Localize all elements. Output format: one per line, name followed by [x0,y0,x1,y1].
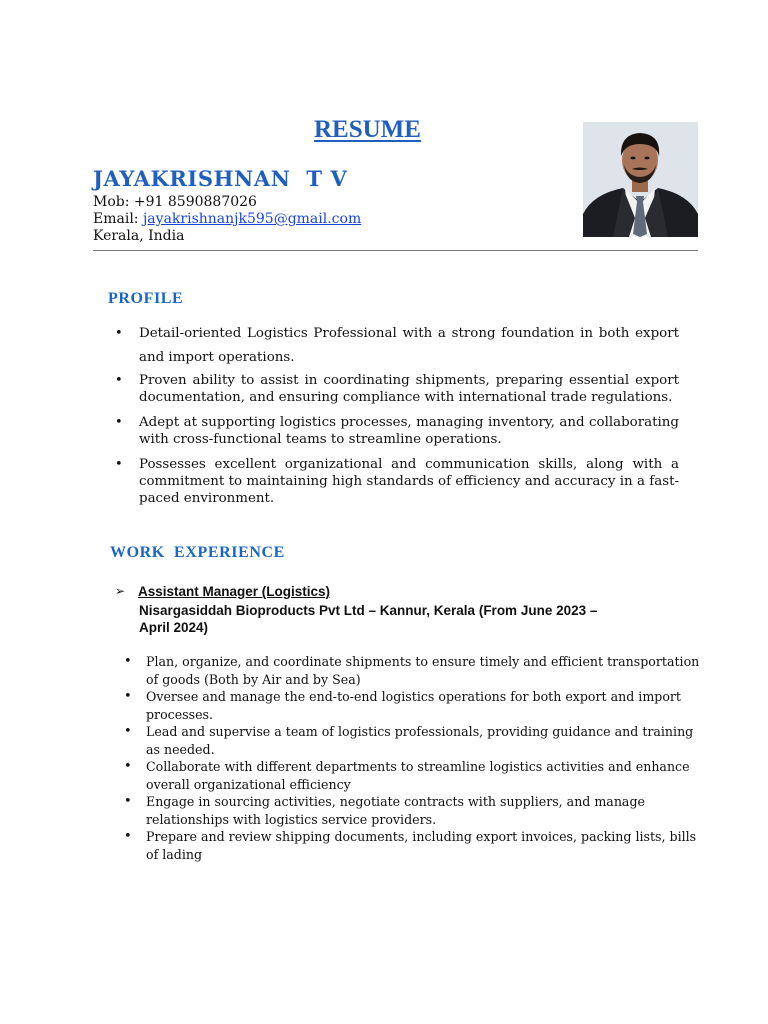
work-experience-heading: WORK EXPERIENCE [110,544,285,561]
responsibility-item: • Oversee and manage the end-to-end logistics operations for both export and import processes. [146,688,706,723]
responsibility-item: • Lead and supervise a team of logistics professionals, providing guidance and training as needed. [146,723,706,758]
email-label: Email: [93,211,143,227]
profile-list [139,326,679,507]
candidate-name: JAYAKRISHNAN T V [93,166,348,191]
company-line: Nisargasiddah Bioproducts Pvt Ltd – Kannur, Kerala (From June 2023 – [139,603,598,618]
profile-heading: PROFILE [108,290,184,307]
responsibility-item: • Plan, organize, and coordinate shipments to ensure timely and efficient transportation of goods (Both by Air and by Sea) [146,653,706,688]
header-divider [93,250,698,251]
responsibility-item: • Prepare and review shipping documents, including export invoices, packing lists, bills of lading [146,828,706,863]
responsibility-item: • Engage in sourcing activities, negotiate contracts with suppliers, and manage relationships with logistics service providers. [146,793,706,828]
mobile-number: Mob: +91 8590887026 [93,194,257,210]
responsibilities-list [146,653,706,863]
arrow-bullet-icon: ➢ [115,584,126,598]
company-details [139,602,639,636]
job-title: Assistant Manager (Logistics) [138,584,331,599]
profile-item: • Adept at supporting logistics processes, managing inventory, and collaborating with cross-functional teams to streamline operations. [139,414,679,448]
profile-item: • Possesses excellent organizational and communication skills, along with a commitment to maintaining high standards of efficiency and accuracy in a fast-paced environment. [139,456,679,507]
responsibility-item: • Collaborate with different departments to streamline logistics activities and enhance overall organizational efficiency [146,758,706,793]
profile-item: • Detail-oriented Logistics Professional with a strong foundation in both export and import operations. [139,322,679,370]
portrait-image [583,122,698,237]
company-line-dates: April 2024) [139,620,209,635]
email-link[interactable]: jayakrishnanjk595@gmail.com [142,211,362,227]
resume-title: RESUME [314,116,421,143]
email-line [93,211,361,228]
profile-item: • Proven ability to assist in coordinating shipments, preparing essential export documentation, and ensuring compliance with international trade regulations. [139,372,679,406]
profile-photo [583,122,698,237]
location: Kerala, India [93,228,185,244]
